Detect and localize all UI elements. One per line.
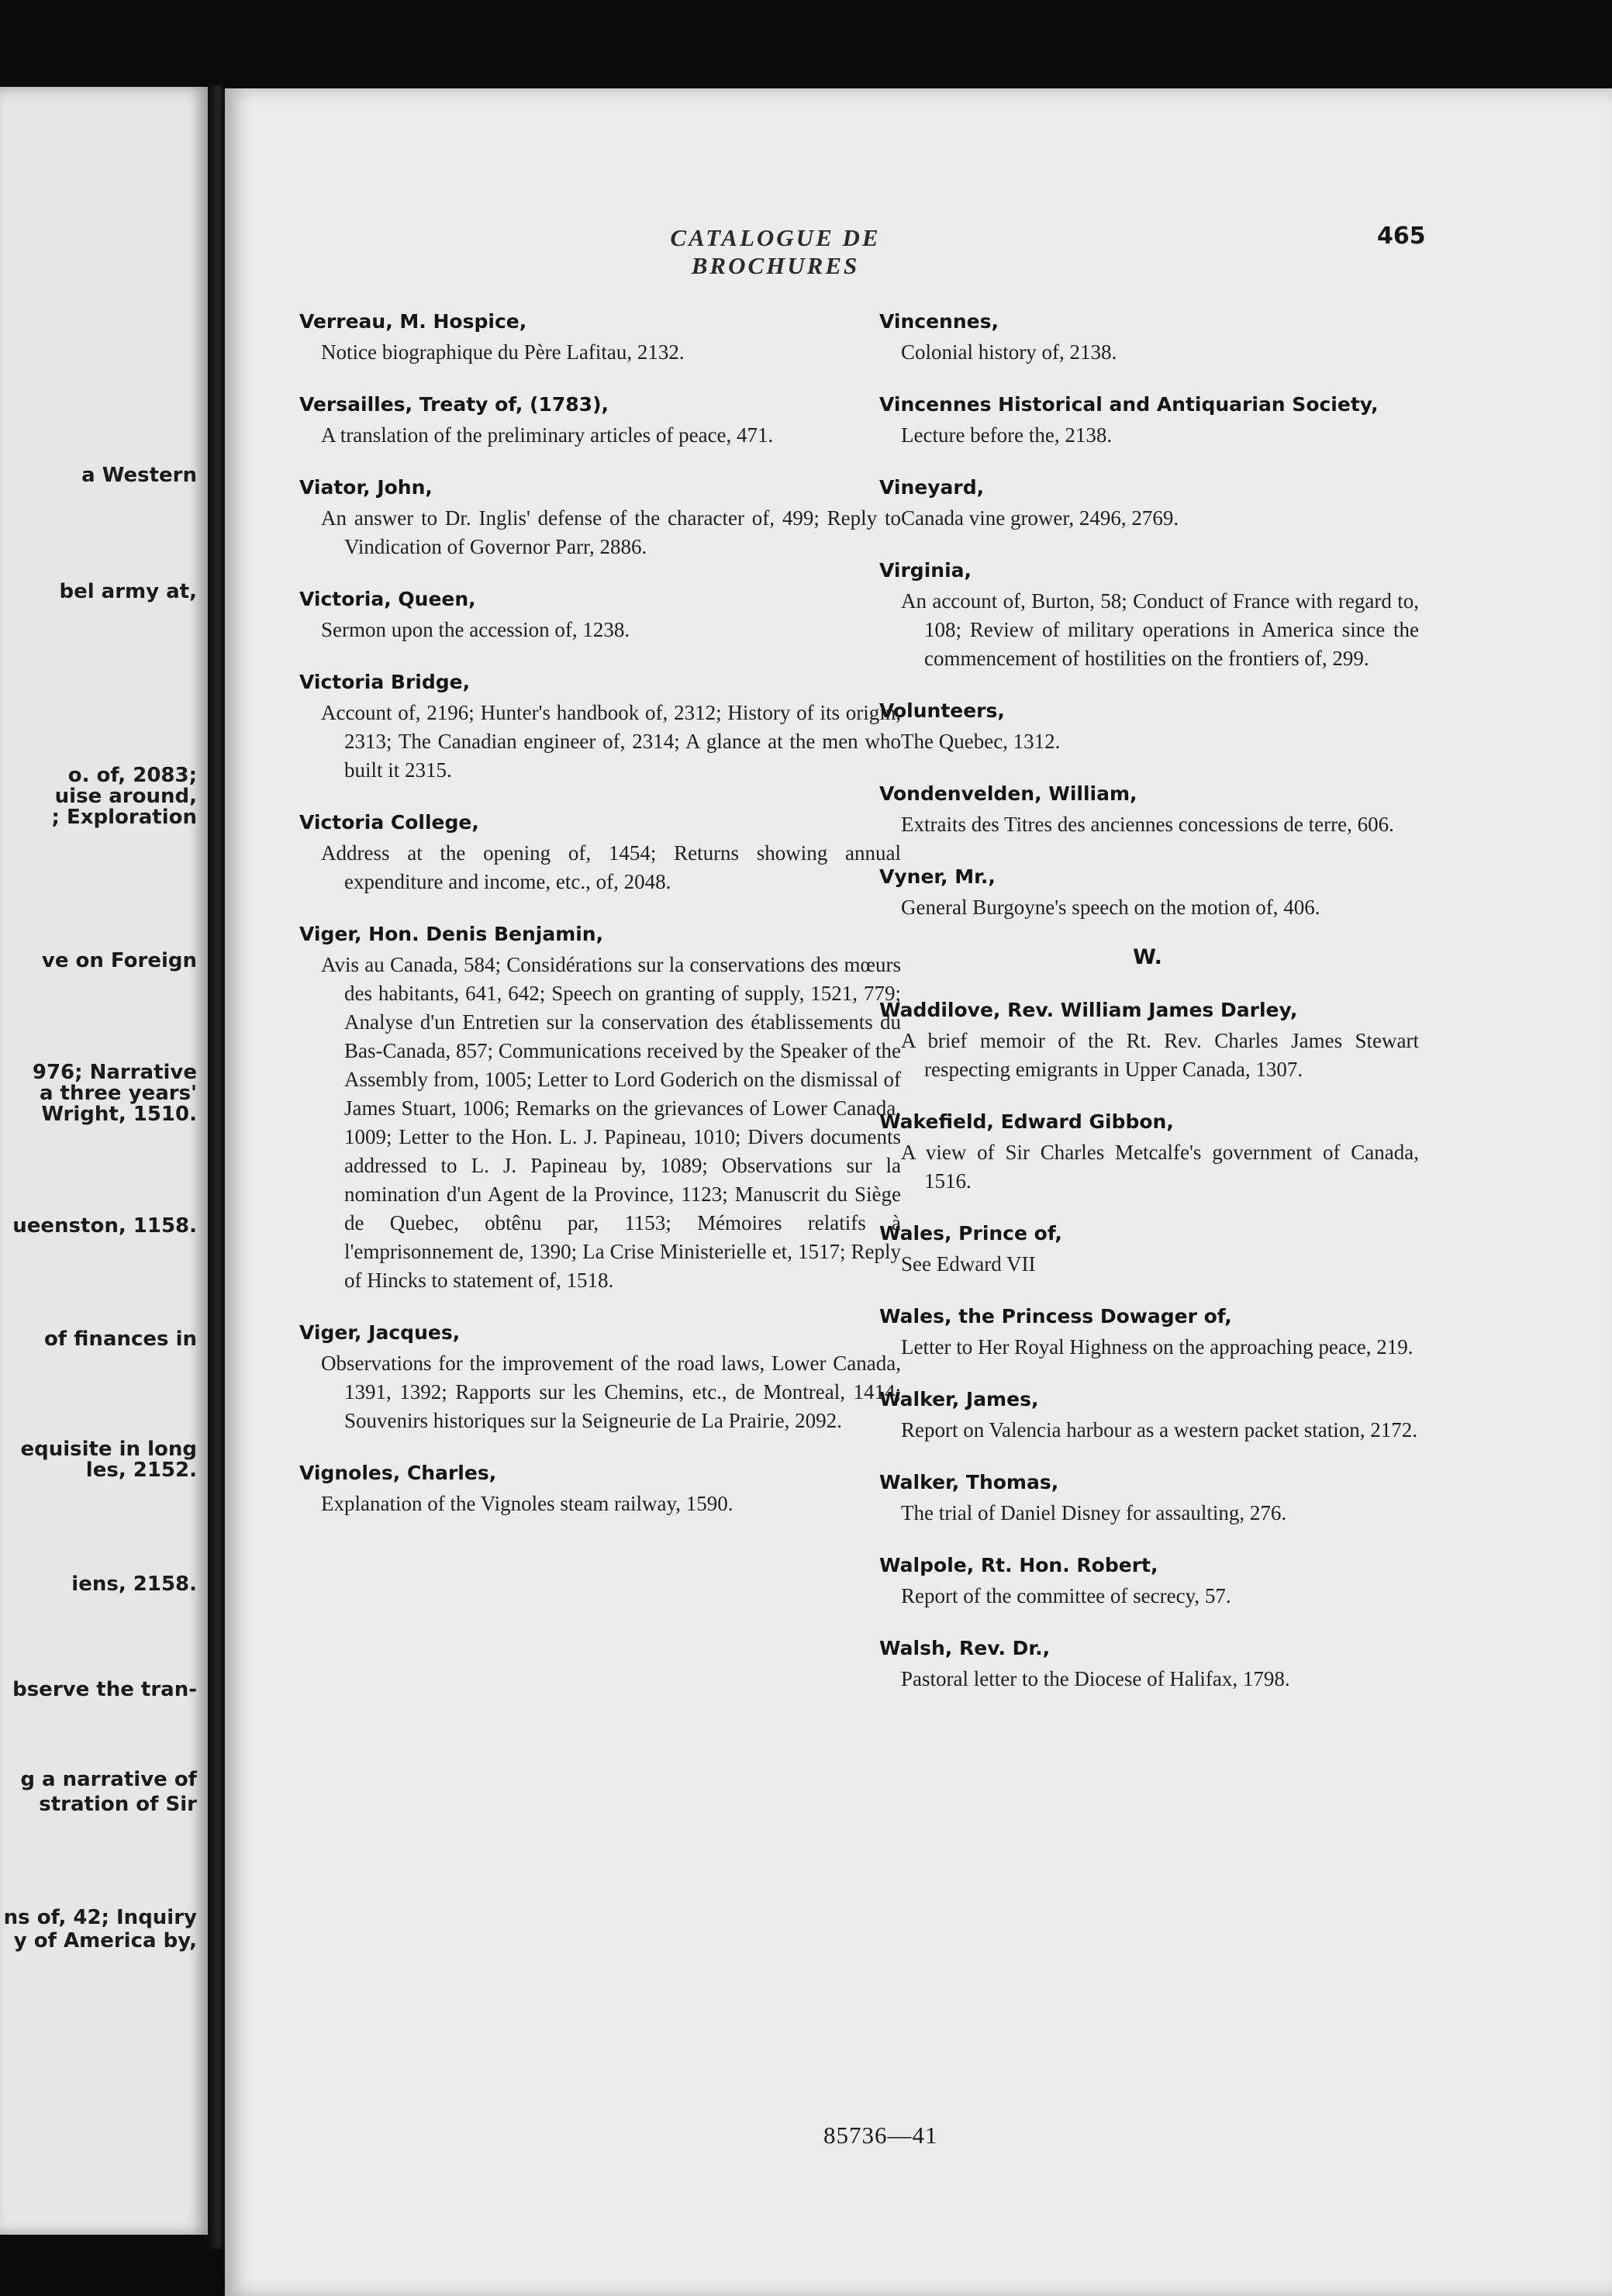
facing-page-text-fragment: stration of Sir bbox=[39, 1793, 197, 1816]
entry-references: Report of the committee of secrecy, 57. bbox=[901, 1584, 1231, 1607]
entry-heading: Walker, Thomas, bbox=[879, 1471, 1059, 1493]
entry-references: Pastoral letter to the Diocese of Halifax, 1798. bbox=[901, 1667, 1290, 1690]
entry-heading: Viator, John, bbox=[299, 476, 433, 499]
catalogue-entry bbox=[296, 1318, 901, 1435]
facing-page-text-fragment: bel army at, bbox=[59, 580, 197, 603]
entry-heading: Wakefield, Edward Gibbon, bbox=[879, 1110, 1174, 1133]
entry-heading: Volunteers, bbox=[879, 699, 1005, 722]
catalogue-entry bbox=[876, 1551, 1419, 1611]
entry-references: Extraits des Titres des anciennes concessions de terre, 606. bbox=[901, 813, 1394, 836]
facing-page-text-fragment: y of America by, bbox=[13, 1929, 197, 1952]
entry-heading: Vincennes, bbox=[879, 310, 999, 333]
entry-heading: Vineyard, bbox=[879, 476, 985, 499]
facing-page-text-fragment: Wright, 1510. bbox=[41, 1103, 197, 1126]
right-column-v-entries bbox=[876, 307, 1450, 922]
entry-heading: Virginia, bbox=[879, 559, 972, 582]
entry-references: Sermon upon the accession of, 1238. bbox=[321, 618, 630, 641]
page-number: 465 bbox=[1377, 223, 1426, 250]
catalogue-entry bbox=[876, 779, 1419, 839]
entry-heading: Verreau, M. Hospice, bbox=[299, 310, 527, 333]
catalogue-entry bbox=[296, 1459, 901, 1518]
entry-heading: Victoria, Queen, bbox=[299, 588, 476, 610]
entry-references: Letter to Her Royal Highness on the approaching peace, 219. bbox=[901, 1335, 1414, 1359]
catalogue-entry bbox=[296, 307, 901, 367]
facing-page-text-fragment: g a narrative of bbox=[20, 1768, 197, 1791]
entry-references: Colonial history of, 2138. bbox=[901, 340, 1117, 364]
entry-references: A brief memoir of the Rt. Rev. Charles James Stewart respecting emigrants in Upper Canada, 1307. bbox=[901, 1029, 1419, 1081]
entry-heading: Victoria Bridge, bbox=[299, 671, 471, 693]
entry-references: Account of, 2196; Hunter's handbook of, 2312; History of its origin, 2313; The Canadian engineer of, 2314; A glance at the men who built it 2315. bbox=[321, 701, 901, 782]
facing-page-text-fragment: ; Exploration bbox=[51, 806, 197, 829]
entry-references: The Quebec, 1312. bbox=[901, 730, 1061, 753]
catalogue-entry bbox=[876, 1468, 1419, 1528]
entry-heading: Vondenvelden, William, bbox=[879, 782, 1137, 805]
left-column bbox=[296, 307, 916, 1542]
catalogue-entry bbox=[876, 862, 1419, 922]
facing-page-text-fragment: equisite in long bbox=[20, 1438, 197, 1461]
catalogue-page bbox=[225, 88, 1612, 2296]
entry-references: An answer to Dr. Inglis' defense of the character of, 499; Reply to Vindication of Governor Parr, 2886. bbox=[321, 506, 901, 558]
facing-page-text-fragment: 976; Narrative bbox=[32, 1061, 197, 1084]
entry-heading: Vignoles, Charles, bbox=[299, 1462, 497, 1484]
entry-references: Lecture before the, 2138. bbox=[901, 423, 1113, 447]
entry-references: Explanation of the Vignoles steam railway, 1590. bbox=[321, 1492, 734, 1515]
catalogue-entry bbox=[296, 390, 901, 450]
facing-page-text-fragment: a Western bbox=[81, 464, 197, 487]
catalogue-entry bbox=[876, 1385, 1419, 1445]
entry-references: See Edward VII bbox=[901, 1252, 1036, 1276]
entry-references: Address at the opening of, 1454; Returns showing annual expenditure and income, etc., of, 2048. bbox=[321, 841, 901, 893]
entry-references: General Burgoyne's speech on the motion of, 406. bbox=[901, 896, 1320, 919]
entry-heading: Walker, James, bbox=[879, 1388, 1039, 1410]
facing-page-text-fragment: of finances in bbox=[43, 1328, 197, 1351]
entry-references: An account of, Burton, 58; Conduct of France with regard to, 108; Review of military operations in America since the commencement of hostilities on the frontiers of, 299. bbox=[901, 589, 1419, 670]
catalogue-entry bbox=[876, 556, 1419, 673]
facing-page-text-fragment: ueenston, 1158. bbox=[12, 1214, 197, 1238]
entry-references: The trial of Daniel Disney for assaulting, 276. bbox=[901, 1501, 1287, 1524]
entry-heading: Waddilove, Rev. William James Darley, bbox=[879, 999, 1298, 1021]
facing-page-text-fragment: a three years' bbox=[39, 1082, 197, 1105]
entry-references: A translation of the preliminary articles of peace, 471. bbox=[321, 423, 774, 447]
entry-heading: Walpole, Rt. Hon. Robert, bbox=[879, 1554, 1158, 1576]
facing-page-text-fragment: ve on Foreign bbox=[41, 949, 197, 972]
catalogue-entry bbox=[876, 696, 1419, 756]
facing-page-text-fragment: bserve the tran- bbox=[12, 1678, 197, 1701]
facing-page-text-fragment: ns of, 42; Inquiry bbox=[3, 1906, 197, 1929]
entry-heading: Wales, Prince of, bbox=[879, 1222, 1062, 1245]
right-column bbox=[876, 307, 1450, 1717]
catalogue-entry bbox=[296, 808, 901, 896]
catalogue-entry bbox=[296, 668, 901, 785]
catalogue-entry bbox=[296, 585, 901, 644]
catalogue-entry bbox=[876, 307, 1419, 367]
right-column-w-entries bbox=[876, 996, 1450, 1694]
printer-signature-mark: 85736—41 bbox=[823, 2122, 938, 2149]
entry-heading: Vyner, Mr., bbox=[879, 865, 996, 888]
entry-references: Report on Valencia harbour as a western packet station, 2172. bbox=[901, 1418, 1418, 1441]
catalogue-entry bbox=[876, 390, 1419, 450]
facing-page-text-fragment: iens, 2158. bbox=[71, 1573, 197, 1596]
section-letter-w: W. bbox=[1133, 945, 1162, 969]
facing-page-text-fragment: o. of, 2083; bbox=[67, 764, 197, 787]
facing-page-text-fragment: uise around, bbox=[54, 785, 197, 808]
entry-heading: Victoria College, bbox=[299, 811, 479, 834]
entry-heading: Walsh, Rev. Dr., bbox=[879, 1637, 1051, 1659]
catalogue-entry bbox=[876, 1219, 1419, 1279]
catalogue-entry bbox=[876, 1107, 1419, 1196]
book-gutter bbox=[208, 85, 225, 2249]
catalogue-entry bbox=[876, 1634, 1419, 1694]
entry-heading: Versailles, Treaty of, (1783), bbox=[299, 393, 609, 416]
running-title: CATALOGUE DE BROCHURES bbox=[670, 224, 881, 279]
entry-references: Avis au Canada, 584; Considérations sur la conservations des mœurs des habitants, 641, 642; Speech on granting of supply, 1521, 779; Analyse d'un Entretien sur la conservation des établissements du Bas-Canada, 857; Communications received by the Speaker of the Assembly from, 1005; Letter to Lord Goderich on the dismissal of James Stuart, 1006; Remarks on the grievances of Lower Canada, 1009; Letter to the Hon. L. J. Papineau, 1010; Divers documents addressed to L. J. Papineau by, 1089; Observations sur la nomination d'un Agent de la Province, 1123; Manuscrit du Siège de Quebec, obtênu par, 1153; Mémoires relatifs à l'emprisonnement de, 1390; La Crise Ministerielle et, 1517; Reply of Hincks to statement of, 1518. bbox=[321, 953, 901, 1292]
entry-references: Observations for the improvement of the road laws, Lower Canada, 1391, 1392; Rapports sur les Chemins, etc., de Montreal, 1414; Souvenirs historiques sur la Seigneurie de La Prairie, 2092. bbox=[321, 1352, 901, 1432]
facing-page-text-fragment: les, 2152. bbox=[85, 1459, 197, 1482]
entry-references: Notice biographique du Père Lafitau, 2132. bbox=[321, 340, 685, 364]
catalogue-entry bbox=[876, 1302, 1419, 1362]
entry-heading: Viger, Jacques, bbox=[299, 1321, 461, 1344]
entry-references: Canada vine grower, 2496, 2769. bbox=[901, 506, 1179, 530]
entry-heading: Wales, the Princess Dowager of, bbox=[879, 1305, 1232, 1328]
facing-page-fragment bbox=[0, 87, 208, 2235]
catalogue-entry bbox=[296, 920, 901, 1295]
catalogue-entry bbox=[876, 996, 1419, 1084]
entry-heading: Viger, Hon. Denis Benjamin, bbox=[299, 923, 604, 945]
catalogue-entry bbox=[296, 473, 901, 561]
catalogue-entry bbox=[876, 473, 1419, 533]
entry-heading: Vincennes Historical and Antiquarian Society, bbox=[879, 393, 1379, 416]
entry-references: A view of Sir Charles Metcalfe's government of Canada, 1516. bbox=[901, 1141, 1419, 1193]
